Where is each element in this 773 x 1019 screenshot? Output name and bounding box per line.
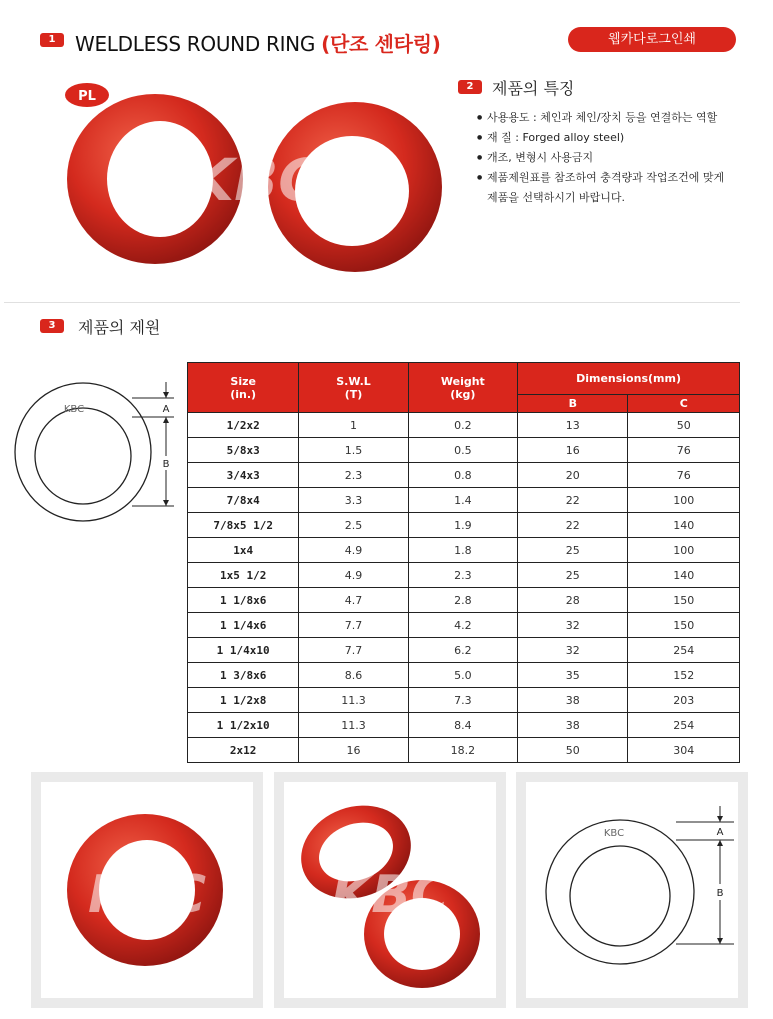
cell-weight: 1.4 — [408, 488, 517, 513]
cell-c: 76 — [628, 463, 740, 488]
table-row — [188, 713, 740, 738]
label-b: B — [716, 888, 724, 899]
gallery-dimension-diagram — [526, 782, 738, 998]
cell-size: 1 1/4x6 — [188, 613, 299, 638]
gallery-diagram[interactable] — [516, 772, 748, 1008]
cell-size: 1x5 1/2 — [188, 563, 299, 588]
cell-swl: 7.7 — [299, 638, 408, 663]
cell-weight: 18.2 — [408, 738, 517, 763]
table-row — [188, 413, 740, 438]
kbc-watermark: KBC — [330, 865, 450, 925]
cell-weight: 7.3 — [408, 688, 517, 713]
table-row — [188, 738, 740, 763]
cell-swl: 2.3 — [299, 463, 408, 488]
cell-weight: 4.2 — [408, 613, 517, 638]
cell-size: 5/8x3 — [188, 438, 299, 463]
diagram-brand: KBC — [63, 404, 85, 415]
cell-swl: 1 — [299, 413, 408, 438]
cell-b: 25 — [518, 563, 628, 588]
section-divider — [4, 302, 740, 303]
section-badge-1: 1 — [40, 33, 64, 47]
cell-size: 1 1/2x10 — [188, 713, 299, 738]
label-a: A — [716, 827, 724, 838]
table-row — [188, 663, 740, 688]
cell-b: 13 — [518, 413, 628, 438]
cell-weight: 0.2 — [408, 413, 517, 438]
gallery-photo-two-rings[interactable] — [274, 772, 506, 1008]
title-korean: (단조 센타링) — [321, 32, 441, 56]
cell-size: 1 1/2x8 — [188, 688, 299, 713]
cell-b: 32 — [518, 613, 628, 638]
web-catalog-print-button[interactable]: 웹카다로그인쇄 — [568, 27, 736, 52]
cell-c: 140 — [628, 513, 740, 538]
kbc-watermark: KBC — [87, 865, 207, 925]
cell-c: 254 — [628, 713, 740, 738]
header-weight: Weight (kg) — [408, 363, 517, 413]
section-badge-3: 3 — [40, 319, 64, 333]
diagram-brand: KBC — [603, 828, 625, 839]
cell-swl: 4.7 — [299, 588, 408, 613]
cell-c: 140 — [628, 563, 740, 588]
cell-swl: 8.6 — [299, 663, 408, 688]
cell-weight: 1.8 — [408, 538, 517, 563]
cell-swl: 1.5 — [299, 438, 408, 463]
feature-item: ● 개조, 변형시 사용금지 — [477, 148, 724, 168]
header-c: C — [628, 395, 740, 413]
cell-size: 1 1/4x10 — [188, 638, 299, 663]
features-title: 제품의 특징 — [492, 79, 575, 98]
cell-b: 50 — [518, 738, 628, 763]
cell-b: 25 — [518, 538, 628, 563]
cell-weight: 5.0 — [408, 663, 517, 688]
cell-size: 1 3/8x6 — [188, 663, 299, 688]
cell-swl: 2.5 — [299, 513, 408, 538]
table-row — [188, 613, 740, 638]
table-row — [188, 638, 740, 663]
svg-text:PL: PL — [78, 89, 96, 104]
cell-swl: 7.7 — [299, 613, 408, 638]
cell-c: 254 — [628, 638, 740, 663]
header-b: B — [518, 395, 628, 413]
cell-c: 150 — [628, 588, 740, 613]
cell-weight: 0.5 — [408, 438, 517, 463]
hero-product-image — [60, 75, 450, 275]
cell-weight: 6.2 — [408, 638, 517, 663]
cell-size: 7/8x5 1/2 — [188, 513, 299, 538]
cell-weight: 0.8 — [408, 463, 517, 488]
cell-b: 22 — [518, 488, 628, 513]
table-row — [188, 688, 740, 713]
cell-c: 100 — [628, 488, 740, 513]
table-row — [188, 588, 740, 613]
table-row — [188, 563, 740, 588]
cell-c: 304 — [628, 738, 740, 763]
table-row — [188, 463, 740, 488]
cell-swl: 4.9 — [299, 538, 408, 563]
feature-item: ● 재 질 : Forged alloy steel) — [477, 128, 724, 148]
two-rings-image — [284, 782, 496, 998]
table-row — [188, 513, 740, 538]
table-row — [188, 488, 740, 513]
cell-size: 1 1/8x6 — [188, 588, 299, 613]
cell-swl: 4.9 — [299, 563, 408, 588]
section-badge-2: 2 — [458, 80, 482, 94]
cell-weight: 2.8 — [408, 588, 517, 613]
cell-b: 20 — [518, 463, 628, 488]
cell-b: 16 — [518, 438, 628, 463]
cell-size: 7/8x4 — [188, 488, 299, 513]
cell-swl: 3.3 — [299, 488, 408, 513]
header-swl: S.W.L (T) — [299, 363, 408, 413]
cell-c: 100 — [628, 538, 740, 563]
feature-item-continuation: 제품을 선택하시기 바랍니다. — [487, 191, 626, 204]
feature-item: ● 사용용도 : 체인과 체인/장치 등을 연결하는 역할 — [477, 108, 724, 128]
cell-c: 152 — [628, 663, 740, 688]
cell-size: 1x4 — [188, 538, 299, 563]
spec-table — [187, 362, 740, 763]
label-b: B — [162, 459, 170, 470]
table-row — [188, 538, 740, 563]
label-a: A — [162, 404, 170, 415]
table-row — [188, 438, 740, 463]
spec-title: 제품의 제원 — [78, 318, 161, 337]
cell-size: 3/4x3 — [188, 463, 299, 488]
cell-size: 1/2x2 — [188, 413, 299, 438]
header-size: Size (in.) — [188, 363, 299, 413]
page-title — [75, 28, 441, 57]
pl-logo — [65, 83, 109, 107]
title-english: WELDLESS ROUND RING — [75, 32, 316, 56]
cell-weight: 1.9 — [408, 513, 517, 538]
cell-swl: 11.3 — [299, 688, 408, 713]
cell-swl: 11.3 — [299, 713, 408, 738]
cell-weight: 2.3 — [408, 563, 517, 588]
cell-c: 76 — [628, 438, 740, 463]
feature-item: ● 제품제원표를 참조하여 충격량과 작업조건에 맞게 — [477, 168, 724, 188]
cell-swl: 16 — [299, 738, 408, 763]
cell-b: 38 — [518, 713, 628, 738]
header-dimensions: Dimensions(mm) — [518, 363, 740, 395]
cell-c: 150 — [628, 613, 740, 638]
single-ring-image — [41, 782, 253, 998]
ring-dimension-diagram — [8, 378, 188, 526]
cell-b: 38 — [518, 688, 628, 713]
cell-b: 28 — [518, 588, 628, 613]
gallery-photo-single-ring[interactable] — [31, 772, 263, 1008]
cell-b: 22 — [518, 513, 628, 538]
features-list — [477, 108, 724, 208]
cell-c: 203 — [628, 688, 740, 713]
cell-size: 2x12 — [188, 738, 299, 763]
cell-weight: 8.4 — [408, 713, 517, 738]
cell-b: 35 — [518, 663, 628, 688]
kbc-watermark: KBC — [189, 146, 321, 214]
cell-c: 50 — [628, 413, 740, 438]
cell-b: 32 — [518, 638, 628, 663]
